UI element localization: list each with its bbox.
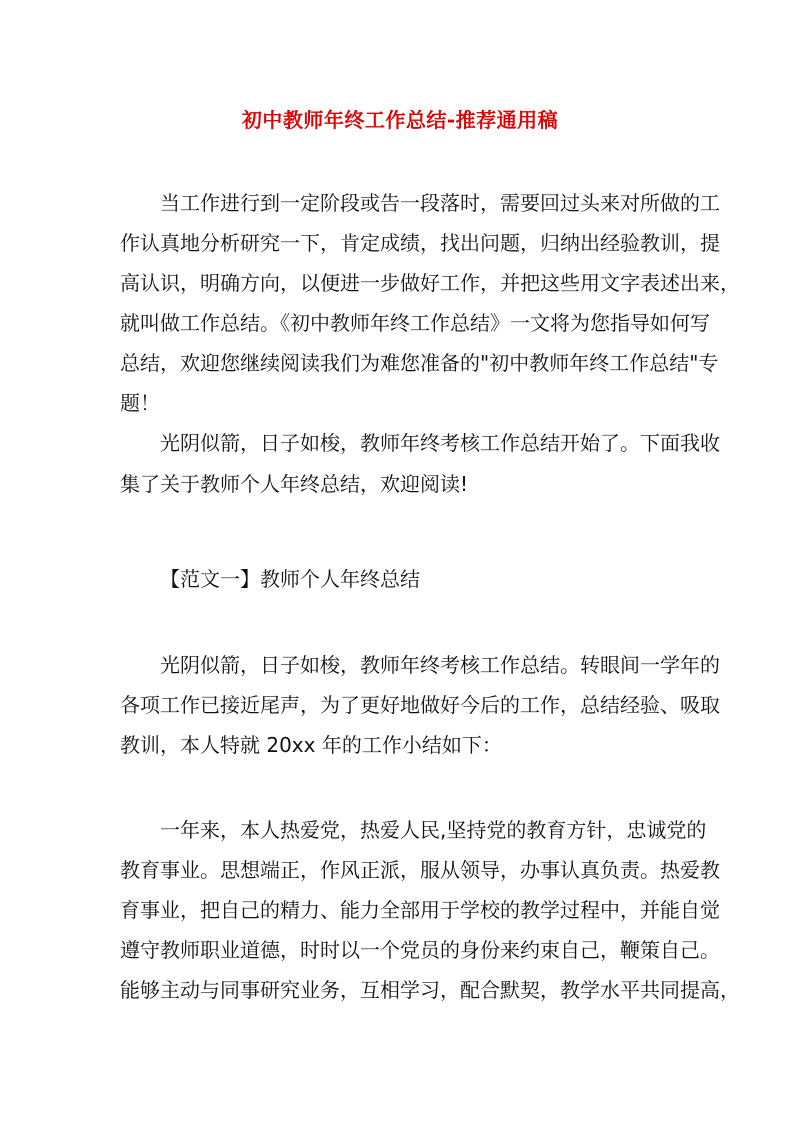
text-line: 当工作进行到一定阶段或告一段落时，需要回过头来对所做的工 xyxy=(160,191,720,215)
document-title: 初中教师年终工作总结-推荐通用稿 xyxy=(241,108,559,132)
text-line: 育事业，把自己的精力、能力全部用于学校的教学过程中，并能自觉 xyxy=(120,898,720,922)
text-line: 高认识，明确方向，以便进一步做好工作，并把这些用文字表述出来， xyxy=(120,271,740,295)
text-line: 光阴似箭，日子如梭，教师年终考核工作总结。转眼间一学年的 xyxy=(160,653,720,677)
text-line: 集了关于教师个人年终总结，欢迎阅读! xyxy=(120,472,469,496)
text-line: 教育事业。思想端正，作风正派，服从领导，办事认真负责。热爱教 xyxy=(120,858,720,882)
text-line: 总结，欢迎您继续阅读我们为难您准备的"初中教师年终工作总结"专 xyxy=(120,351,719,375)
section-heading: 【范文一】教师个人年终总结 xyxy=(160,567,420,591)
text-line: 一年来，本人热爱党，热爱人民,坚持党的教育方针，忠诚党的 xyxy=(160,818,707,842)
text-line: 光阴似箭，日子如梭，教师年终考核工作总结开始了。下面我收 xyxy=(160,431,720,455)
text-line: 就叫做工作总结。《初中教师年终工作总结》一文将为您指导如何写 xyxy=(120,311,710,335)
text-line: 教训，本人特就 20xx 年的工作小结如下： xyxy=(120,733,502,757)
text-line: 能够主动与同事研究业务，互相学习，配合默契，教学水平共同提高， xyxy=(120,978,740,1002)
text-line: 遵守教师职业道德，时时以一个党员的身份来约束自己，鞭策自己。 xyxy=(120,938,720,962)
text-line: 各项工作已接近尾声，为了更好地做好今后的工作，总结经验、吸取 xyxy=(120,693,720,717)
text-line: 题！ xyxy=(120,391,160,415)
text-line: 作认真地分析研究一下，肯定成绩，找出问题，归纳出经验教训，提 xyxy=(120,231,720,255)
